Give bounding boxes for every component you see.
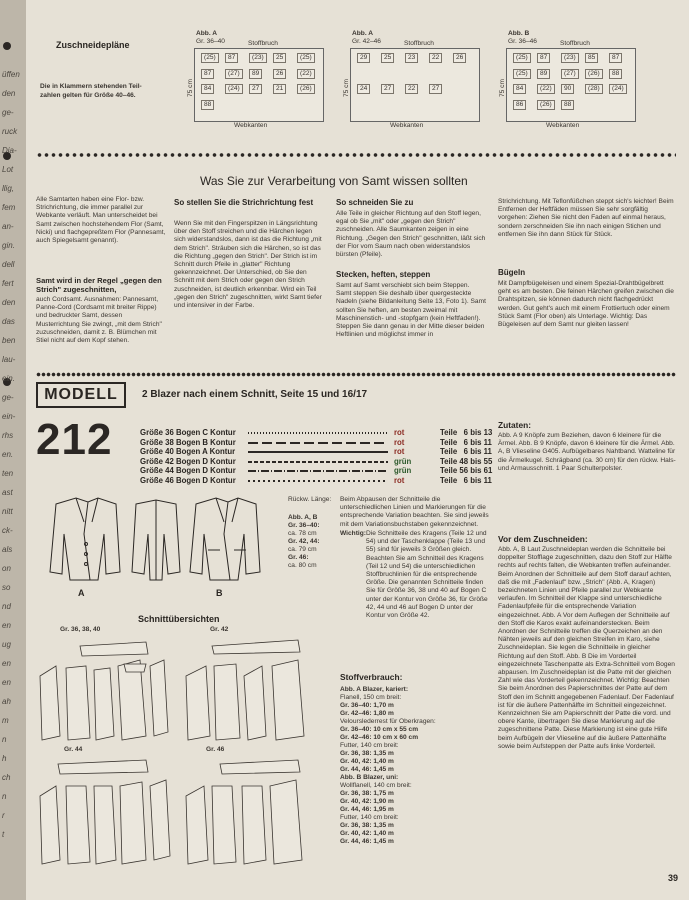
rueck-line: Gr. 46: bbox=[288, 554, 309, 561]
cutting-piece-number: 23 bbox=[405, 53, 418, 63]
contour-line bbox=[248, 480, 388, 482]
facing-page-fragment: en. bbox=[2, 450, 14, 459]
facing-page-fragment: ein. bbox=[2, 374, 15, 383]
mid-wichtig-body: Die Schnitteile des Kragens (Teile 12 und 54) und der Taschenklappe (Teile 13 und 55) sind für jeweils 3 Größen gleich. Beachten Sie am Schnitteil des Kragens (Teil 12 und 54) die unterschiedlichen Stoffbruchlinien für die entsprechende Größe. Die genannten Schnitteile finden Sie für Größe 36, 38 und 40 auf Bogen C unter der Kontur von Größe 36, für Größe 42, 44 und 46 auf Bogen D unter der Kontur von Größe 42. bbox=[366, 530, 488, 620]
stoffverbrauch-list bbox=[340, 686, 490, 846]
size-label: Größe 38 Bogen B Kontur bbox=[140, 437, 236, 447]
stoff-title: Stoffverbrauch: bbox=[340, 672, 403, 682]
facing-page-fragment: so bbox=[2, 583, 11, 592]
diagram-sizes: Gr. 36–40 bbox=[196, 38, 225, 45]
diagram-width: 75 cm bbox=[498, 79, 506, 97]
stoff-line: Gr. 36–40: 1,70 m bbox=[340, 702, 394, 709]
stoff-line: Gr. 36, 38: 1,35 m bbox=[340, 822, 394, 829]
diagram-webkanten: Webkanten bbox=[390, 122, 424, 129]
stoff-line: Gr. 40, 42: 1,40 m bbox=[340, 758, 394, 765]
stoff-line: Gr. 40, 42: 1,40 m bbox=[340, 830, 394, 837]
rueck-lengths bbox=[288, 514, 338, 570]
samt-col2-body: Wenn Sie mit den Fingerspitzen in Längsrichtung über den Stoff streichen und die Härchen legen sich widerstandslos, dann ist das die Richtung „mit dem Strich". Sträuben sich die Härchen, so ist das die Richtung „gegen den Strich". Der Strich ist im Schnitt durch Pfeile in „glatter" Richtung gekennzeichnet. Der Unterschied, ob Sie den Schnitt mit dem Strich oder gegen den Strich zuschneiden, ist deutlich erkennbar. Wird ein Teil „gegen den Strich" zugeschnitten, wirkt Samt tiefer und intensiver in der Farbe. bbox=[174, 220, 322, 310]
contour-color: rot bbox=[394, 476, 405, 485]
rueck-head: Rückw. Länge: bbox=[288, 496, 332, 503]
facing-page-fragment: fem bbox=[2, 203, 16, 212]
cutting-piece-number: 22 bbox=[405, 84, 418, 94]
cutting-piece-number: (22) bbox=[537, 84, 555, 94]
cutting-piece-number: 87 bbox=[225, 53, 238, 63]
size-label: Größe 36 Bogen C Kontur bbox=[140, 428, 236, 437]
cutting-piece-number: (22) bbox=[297, 69, 315, 79]
facing-page-fragment: ug bbox=[2, 640, 11, 649]
parts-range: Teile 6 bis 11 bbox=[440, 437, 492, 447]
samt-col4-body1: Strichrichtung. Mit Teflonfüßchen steppt sich's leichter! Beim Entfernen der Heftfäden müssen Sie sehr sorgfältig vorgehen: Ziehen Sie nicht den Faden auf einmal heraus, sondern zerschneiden Sie ihn nach einigen Stichen und entfernen Sie ihn dann Stück für Stück. bbox=[498, 198, 674, 238]
facing-page-fragment: en bbox=[2, 659, 11, 668]
samt-col4-head: Bügeln bbox=[498, 268, 526, 277]
blazer-a-label: A bbox=[78, 588, 85, 598]
facing-page-fragment: h bbox=[2, 754, 7, 763]
cutting-piece-number: 89 bbox=[249, 69, 262, 79]
dotted-separator-2 bbox=[36, 372, 676, 377]
facing-page-fragment: ten bbox=[2, 469, 14, 478]
parts-range: Teile 56 bis 61 bbox=[440, 466, 493, 476]
modell-number: 212 bbox=[36, 415, 113, 464]
schnitt-group-2: Gr. 42 bbox=[210, 626, 229, 633]
size-row bbox=[140, 456, 493, 467]
contour-line bbox=[248, 442, 388, 444]
stoff-line: Abb. A Blazer, kariert: bbox=[340, 686, 409, 693]
modell-title: 2 Blazer nach einem Schnitt, Seite 15 und 16/17 bbox=[142, 389, 368, 400]
samt-col1-head: Samt wird in der Regel „gegen den Strich" zugeschnitten, bbox=[36, 276, 162, 294]
facing-page-strip bbox=[0, 0, 26, 900]
size-row bbox=[140, 466, 493, 476]
diagram-sizes: Gr. 36–46 bbox=[508, 38, 537, 45]
modell-label: MODELL bbox=[36, 382, 126, 408]
facing-page-fragment: rhs bbox=[2, 431, 14, 440]
stoff-line: Gr. 36, 38: 1,35 m bbox=[340, 750, 394, 757]
stoff-line: Gr. 42–46: 1,80 m bbox=[340, 710, 394, 717]
facing-page-fragment: ast bbox=[2, 488, 13, 497]
stoff-line: Gr. 42–46: 10 cm x 60 cm bbox=[340, 734, 419, 741]
zuschneiden-title: Vor dem Zuschneiden: bbox=[498, 534, 588, 544]
contour-line bbox=[248, 461, 388, 463]
cutting-piece-number: 87 bbox=[537, 53, 550, 63]
cutting-piece-number: 87 bbox=[201, 69, 214, 79]
cutting-piece-number: (27) bbox=[561, 69, 579, 79]
zutaten-body: Abb. A 9 Knöpfe zum Beziehen, davon 6 kleinere für die Ärmel. Abb. B 9 Knöpfe, davon 6 kleinere für die Ärmel. Abb. A, B Vlieseline G405. Aufbügelbares Nahtband. Watteline für die Ärmelkugel. Schrägband (ca. 30 cm) für den rückw. Hals- und Armausschnitt. 1 Paar Schulterpolster. bbox=[498, 432, 676, 472]
stoff-line: Flanell, 150 cm breit: bbox=[340, 694, 402, 701]
diagram-stoffbruch: Stoffbruch bbox=[560, 40, 590, 47]
contour-line bbox=[248, 451, 388, 453]
facing-page-fragment: üffen bbox=[2, 70, 20, 79]
cutting-piece-number: 27 bbox=[429, 84, 442, 94]
cutting-piece-number: (26) bbox=[585, 69, 603, 79]
diagram-width: 75 cm bbox=[186, 79, 194, 97]
cutting-piece-number: (26) bbox=[537, 100, 555, 110]
samt-col2-head: So stellen Sie die Strichrichtung fest bbox=[174, 198, 314, 207]
facing-page-fragment: on bbox=[2, 564, 11, 573]
stoff-line: Gr. 44, 46: 1,45 m bbox=[340, 766, 394, 773]
blazer-b-label: B bbox=[216, 588, 223, 598]
cutting-piece-number: 25 bbox=[381, 53, 394, 63]
samt-col1-body: auch Cordsamt. Ausnahmen: Pannesamt, Panne-Cord (Cordsamt mit breiter Rippe) und bedruckter Samt, dessen Musterrichtung Sie zwingt, „mit dem Strich" zuzuschneiden, damit z. B. Blümchen mit Stiel nicht auf dem Kopf stehen. bbox=[36, 296, 162, 345]
cutting-piece-number: 26 bbox=[273, 69, 286, 79]
facing-page-fragment: m bbox=[2, 716, 9, 725]
size-label: Größe 42 Bogen D Kontur bbox=[140, 456, 236, 466]
diagram-abb: Abb. A bbox=[352, 30, 373, 37]
cutting-piece-number: (25) bbox=[513, 53, 531, 63]
stoff-line: Wollflanell, 140 cm breit: bbox=[340, 782, 412, 789]
diagram-sizes: Gr. 42–46 bbox=[352, 38, 381, 45]
pattern-overview bbox=[36, 636, 326, 876]
cutting-layout-box bbox=[506, 48, 636, 122]
contour-color: rot bbox=[394, 428, 405, 437]
bullet-icon bbox=[3, 42, 11, 50]
rueck-line: ca. 78 cm bbox=[288, 530, 317, 537]
cutting-piece-number: (28) bbox=[585, 84, 603, 94]
facing-page-fragment: ge- bbox=[2, 393, 14, 402]
mid-text: Beim Abpausen der Schnitteile die unterschiedlichen Linien und Markierungen für die entsprechende Variation beachten. Sie sind jeweils mit dem Variationsbuchstaben gekennzeichnet. bbox=[340, 496, 489, 528]
size-label: Größe 46 Bogen D Kontur bbox=[140, 476, 236, 485]
samt-col3-head1: So schneiden Sie zu bbox=[336, 198, 414, 207]
stoff-line: Abb. B Blazer, uni: bbox=[340, 774, 399, 781]
facing-page-fragment: en bbox=[2, 621, 11, 630]
samt-col3-body1: Alle Teile in gleicher Richtung auf den Stoff legen, egal ob Sie „mit" oder „gegen den Strich" zuschneiden. Alle Saumkanten zeigen in eine Richtung. „Gegen den Strich" geschnitten, läßt sich der Flor vom Saum nach oben widerstandslos bürsten (Pfeile). bbox=[336, 210, 486, 259]
facing-page-fragment: llig, bbox=[2, 184, 15, 193]
cutting-piece-number: 86 bbox=[513, 100, 526, 110]
cutting-piece-number: 89 bbox=[537, 69, 550, 79]
cutting-piece-number: (25) bbox=[513, 69, 531, 79]
facing-page-fragment: dell bbox=[2, 260, 15, 269]
cutting-piece-number: (23) bbox=[249, 53, 267, 63]
cutting-piece-number: (25) bbox=[201, 53, 219, 63]
size-row bbox=[140, 447, 492, 457]
samt-col3-body2: Samt auf Samt verschiebt sich beim Steppen. Samt steppen Sie deshalb über quergesteckte Nadeln (siehe Bildanleitung Seite 13, Foto 1). Samt sollten Sie heften, am besten zweimal mit Maschinenstich- und -stopfgarn (kein Heftfaden!). Steppen Sie dann genau in der Mitte dieser beiden Heftlinien und möglichst immer in bbox=[336, 282, 486, 339]
cutting-piece-number: (23) bbox=[561, 53, 579, 63]
cutting-piece-number: 25 bbox=[273, 53, 286, 63]
cutting-piece-number: 26 bbox=[453, 53, 466, 63]
klammer-note-2: zahlen gelten für Größe 40–46. bbox=[40, 92, 136, 99]
cutting-piece-number: 84 bbox=[513, 84, 526, 94]
cutting-piece-number: 84 bbox=[201, 84, 214, 94]
mid-wichtig-head: Wichtig: bbox=[340, 530, 366, 537]
contour-color: rot bbox=[394, 447, 405, 457]
cutting-piece-number: (26) bbox=[297, 84, 315, 94]
cutting-piece-number: 21 bbox=[273, 84, 286, 94]
facing-page-fragment: das bbox=[2, 317, 15, 326]
facing-page-fragment: ben bbox=[2, 336, 16, 345]
facing-page-fragment: ge- bbox=[2, 108, 14, 117]
diagram-webkanten: Webkanten bbox=[546, 122, 580, 129]
stoff-line: Velourslederrest für Oberkragen: bbox=[340, 718, 436, 725]
facing-page-fragment: nd bbox=[2, 602, 11, 611]
schnitt-group-4: Gr. 46 bbox=[206, 746, 225, 753]
size-row bbox=[140, 476, 492, 486]
blazer-illustrations bbox=[36, 494, 276, 592]
parts-range: Teile 6 bis 13 bbox=[440, 428, 493, 437]
zutaten-title: Zutaten: bbox=[498, 420, 532, 430]
facing-page-fragment: n bbox=[2, 792, 7, 801]
parts-range: Teile 6 bis 11 bbox=[440, 476, 492, 485]
cutting-piece-number: 90 bbox=[561, 84, 574, 94]
size-row bbox=[140, 428, 493, 438]
schnitt-group-1: Gr. 36, 38, 40 bbox=[60, 626, 101, 633]
cutting-layout-box bbox=[350, 48, 480, 122]
rueck-line: Gr. 36–40: bbox=[288, 522, 320, 529]
klammer-note-1: Die in Klammern stehenden Teil- bbox=[40, 83, 142, 90]
diagram-abb: Abb. A bbox=[196, 30, 217, 37]
cutting-piece-number: (27) bbox=[225, 69, 243, 79]
diagram-width: 75 cm bbox=[342, 79, 350, 97]
rueck-line: ca. 80 cm bbox=[288, 562, 317, 569]
facing-page-fragment: t bbox=[2, 830, 5, 839]
diagram-webkanten: Webkanten bbox=[234, 122, 268, 129]
stoff-line: Gr. 44, 46: 1,95 m bbox=[340, 806, 394, 813]
cutting-piece-number: 88 bbox=[201, 100, 214, 110]
samt-title: Was Sie zur Verarbeitung von Samt wissen sollten bbox=[200, 174, 468, 188]
facing-page-fragment: den bbox=[2, 89, 16, 98]
contour-color: rot bbox=[394, 437, 405, 447]
zuschneiden-body: Abb. A, B Laut Zuschneideplan werden die Schnitteile bei doppelter Stofflage zugeschnitten, dazu den Stoff zur Hälfte rechts auf rechts falten, die Webkanten treffen aufeinander. Beim Anordnen der Schnitteile auf dem Stoff darauf achten, daß die mit „Fadenlauf" bzw. „Strich" (Abb. A, Kragen) bezeichneten Linien und Pfeile parallel zur Webkante verlaufen. Im Schnitteil der Klappe sind unterschiedliche Fadenlaufpfeile für die entsprechende Variation eingezeichnet. Abb. A Vor dem Auflegen der Schnitteile auf den Stoff die Karos exakt aufeinanderstecken. Beim Anordnen der Schnitteile treffen die Querzeichen an den Nähten jeweils auf den gleichen Streifen im Karo, siehe Zuschneideplan. Sie legen die Schnitteile in gleicher Richtung auf den Stoff. Abb. B Die im Vorderteil eingezeichnete Taschenpatte als Extra-Schnitteil vom Bogen abpausen. Im Zuschneideplan ist die Patte mit der gleichen Zahl wie das Vorderteil gekennzeichnet. Wichtig: Beachten Sie beim Anordnen des Papierschnittes der Patte auf dem Stoff den im Schnitt angegebenen Fadenlauf. Der Fadenlauf ist für die äußere Pattenhälfte im Schnitteil eingezeichnet. Kennzeichnen Sie am Papierschnitt der Patte die vord. und obere Kante, übertragen Sie diese Markierung auf die zugeschnittene Patte. Diese Markierung ist eine gute Hilfe beim Aufbügeln der Vlieseline auf die äußere Pattenhälfte sowie beim Aufsteppen der Patte aufs linke Vorderteil. bbox=[498, 546, 675, 750]
facing-page-fragment: an- bbox=[2, 222, 14, 231]
facing-page-fragment: ruck bbox=[2, 127, 18, 136]
stoff-line: Gr. 36–40: 10 cm x 55 cm bbox=[340, 726, 419, 733]
facing-page-fragment: ein- bbox=[2, 412, 16, 421]
size-row bbox=[140, 437, 492, 448]
stoff-line: Gr. 44, 46: 1,45 m bbox=[340, 838, 394, 845]
diagram-stoffbruch: Stoffbruch bbox=[248, 40, 278, 47]
stoff-line: Futter, 140 cm breit: bbox=[340, 742, 399, 749]
diagram-stoffbruch: Stoffbruch bbox=[404, 40, 434, 47]
cutting-piece-number: 27 bbox=[249, 84, 262, 94]
cutting-piece-number: 29 bbox=[357, 53, 370, 63]
cutting-piece-number: (25) bbox=[297, 53, 315, 63]
facing-page-fragment: Lot bbox=[2, 165, 14, 174]
facing-page-fragment: ch bbox=[2, 773, 11, 782]
schnitt-title: Schnittübersichten bbox=[138, 614, 220, 624]
facing-page-fragment: r bbox=[2, 811, 5, 820]
rueck-line: Gr. 42, 44: bbox=[288, 538, 320, 545]
parts-range: Teile 6 bis 11 bbox=[440, 447, 492, 457]
cutting-piece-number: 24 bbox=[357, 84, 370, 94]
size-label: Größe 40 Bogen A Kontur bbox=[140, 447, 236, 457]
rueck-line: ca. 79 cm bbox=[288, 546, 317, 553]
cutting-piece-number: 22 bbox=[429, 53, 442, 63]
rueck-line: Abb. A, B bbox=[288, 514, 318, 521]
cutting-piece-number: 87 bbox=[609, 53, 622, 63]
cutting-piece-number: 88 bbox=[609, 69, 622, 79]
samt-col3-head2: Stecken, heften, steppen bbox=[336, 270, 431, 279]
facing-page-fragment: lau- bbox=[2, 355, 16, 364]
parts-range: Teile 48 bis 55 bbox=[440, 456, 493, 466]
facing-page-fragment: den bbox=[2, 298, 16, 307]
stoff-line: Futter, 140 cm breit: bbox=[340, 814, 399, 821]
contour-color: grün bbox=[394, 456, 412, 466]
contour-line bbox=[248, 470, 388, 472]
stoff-line: Gr. 36, 38: 1,75 m bbox=[340, 790, 394, 797]
cutting-piece-number: 27 bbox=[381, 84, 394, 94]
facing-page-fragment: ck- bbox=[2, 526, 13, 535]
schnitt-group-3: Gr. 44 bbox=[64, 746, 83, 753]
facing-page-fragment: nitt bbox=[2, 507, 13, 516]
facing-page-fragment: gin. bbox=[2, 241, 15, 250]
stoff-line: Gr. 40, 42: 1,90 m bbox=[340, 798, 394, 805]
facing-page-fragment: n bbox=[2, 735, 7, 744]
cutting-piece-number: 85 bbox=[585, 53, 598, 63]
facing-page-fragment: als bbox=[2, 545, 13, 554]
size-label: Größe 44 Bogen D Kontur bbox=[140, 466, 236, 476]
diagram-abb: Abb. B bbox=[508, 30, 530, 37]
contour-color: grün bbox=[394, 466, 412, 476]
cutting-piece-number: 88 bbox=[561, 100, 574, 110]
cutting-layout-box bbox=[194, 48, 324, 122]
samt-col1-intro: Alle Samtarten haben eine Flor- bzw. Strichrichtung, die immer parallel zur Webkante verläuft. Man unterscheidet bei Samt zwischen hochstehendem Flor (Samt, Nicki) und flachgepreßtem Flor (Pannesamt, auch Spiegelsamt genannt). bbox=[36, 196, 166, 245]
facing-page-fragment: ah bbox=[2, 697, 11, 706]
facing-page-fragment: fert bbox=[2, 279, 14, 288]
dotted-separator bbox=[36, 152, 676, 158]
samt-col4-body2: Mit Dampfbügeleisen und einem Spezial-Drahtbügelbrett geht es am besten. Die feinen Härchen greifen zwischen die Drahtspitzen, sie können dadurch nicht flachgedrückt werden. Gut geht's auch mit einem Frottiertuch oder einem Stück Samt (Flor oben) als Unterlage. Wichtig: Das Bügeleisen auf dem Samt nur gleiten lassen! bbox=[498, 280, 674, 329]
facing-page-fragment: en bbox=[2, 678, 11, 687]
cutting-piece-number: (24) bbox=[609, 84, 627, 94]
cutting-piece-number: (24) bbox=[225, 84, 243, 94]
zuschneideplaene-title: Zuschneidepläne bbox=[56, 40, 130, 50]
contour-line bbox=[248, 432, 388, 434]
facing-page-fragment: Dia- bbox=[2, 146, 17, 155]
page-number: 39 bbox=[668, 873, 679, 883]
